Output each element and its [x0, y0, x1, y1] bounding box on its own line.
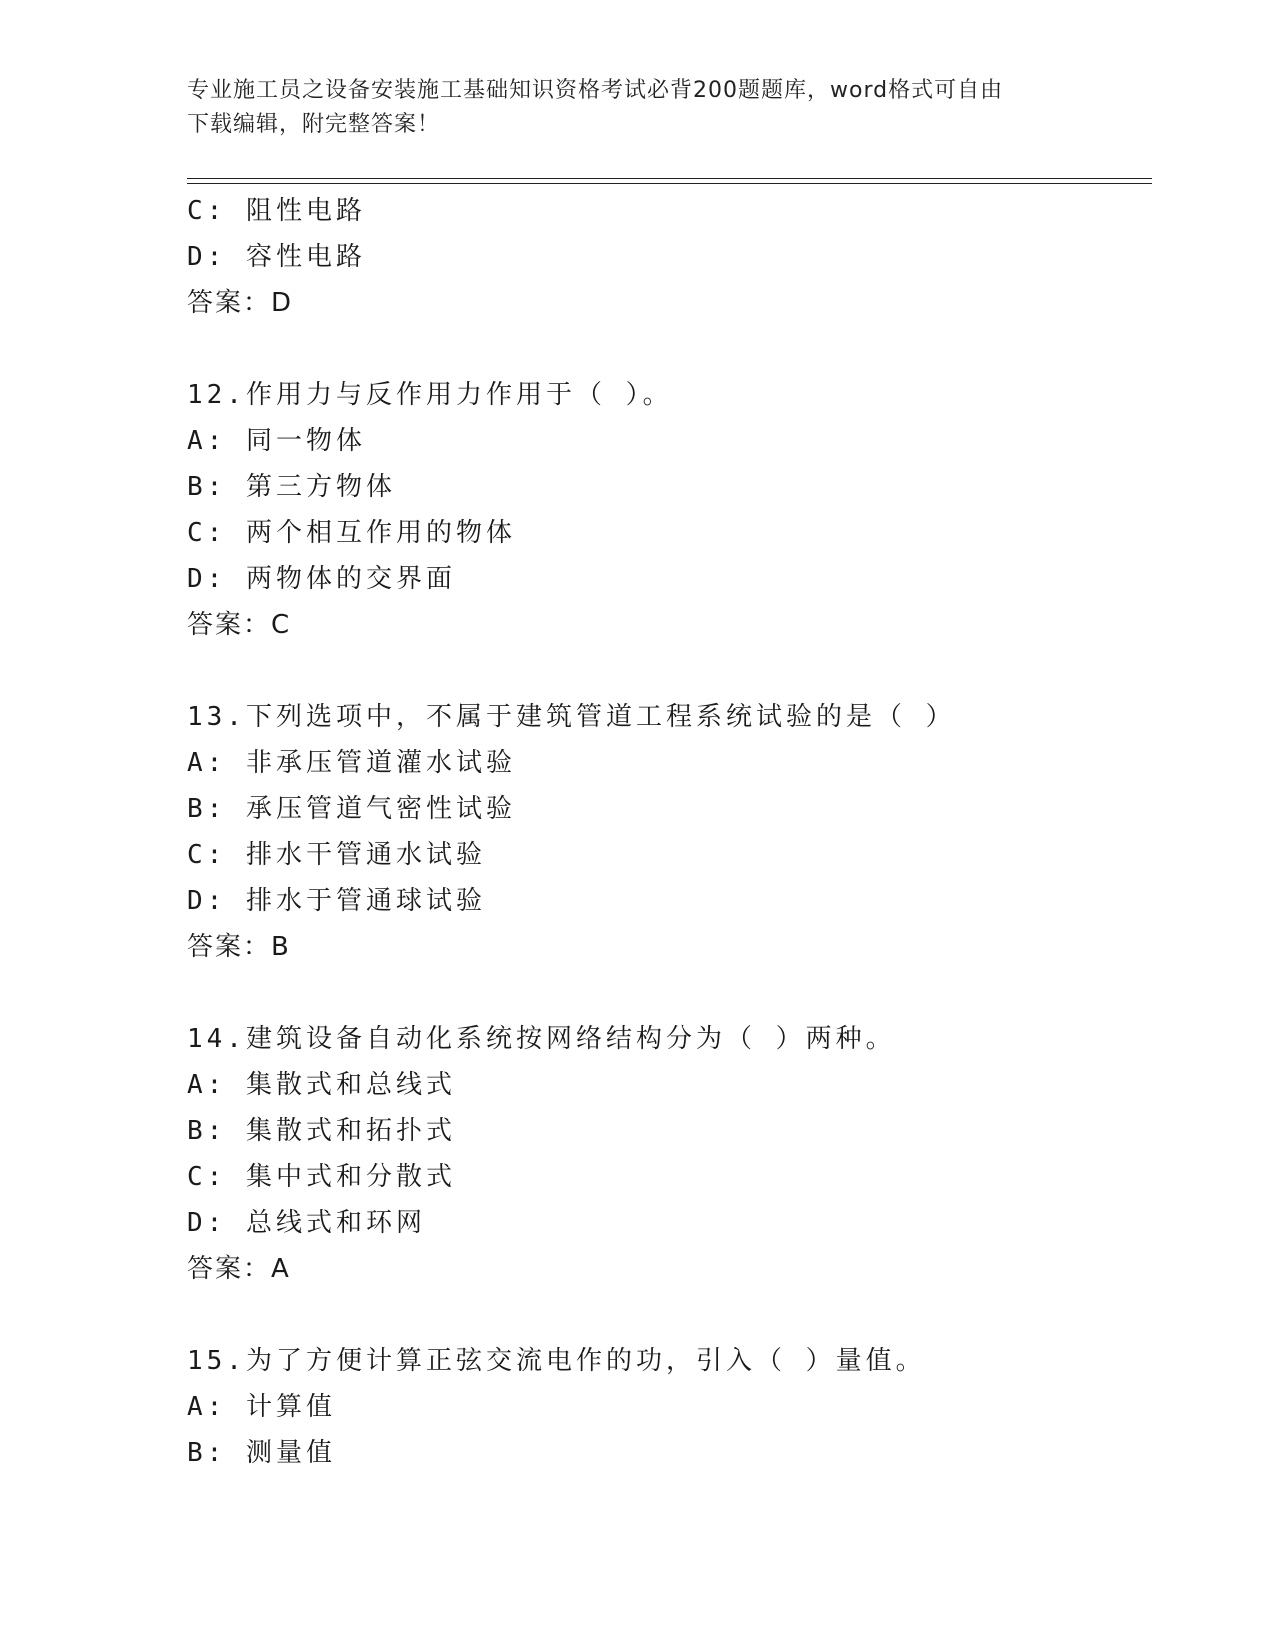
question-12	[187, 372, 1147, 648]
option-d: D: 容性电路	[187, 242, 366, 272]
spacer	[187, 648, 1147, 694]
header-line-1: 专业施工员之设备安装施工基础知识资格考试必背200题题库，word格式可自由	[187, 78, 1004, 103]
option-c: C: 集中式和分散式	[187, 1162, 456, 1192]
option-d: D: 排水于管通球试验	[187, 886, 486, 916]
answer: 答案：B	[187, 932, 291, 962]
option-b: B: 集散式和拓扑式	[187, 1116, 456, 1146]
question-list	[187, 188, 1147, 1476]
option-b: B: 第三方物体	[187, 472, 396, 502]
spacer	[187, 970, 1147, 1016]
header-divider-top	[187, 178, 1152, 179]
answer: 答案：C	[187, 610, 292, 640]
spacer	[187, 326, 1147, 372]
answer: 答案：D	[187, 288, 294, 318]
option-d: D: 两物体的交界面	[187, 564, 456, 594]
header-line-2: 下载编辑，附完整答案！	[187, 112, 441, 137]
question-stem: 12.作用力与反作用力作用于（ ）。	[187, 380, 673, 410]
option-b: B: 测量值	[187, 1438, 336, 1468]
option-d: D: 总线式和环网	[187, 1208, 426, 1238]
question-14	[187, 1016, 1147, 1292]
spacer	[187, 1292, 1147, 1338]
question-stem: 13.下列选项中，不属于建筑管道工程系统试验的是（ ）	[187, 702, 956, 732]
option-b: B: 承压管道气密性试验	[187, 794, 516, 824]
answer: 答案：A	[187, 1254, 291, 1284]
question-11-continued	[187, 188, 1147, 326]
header-divider-bottom	[187, 183, 1152, 184]
option-c: C: 排水干管通水试验	[187, 840, 486, 870]
option-a: A: 同一物体	[187, 426, 366, 456]
question-stem: 15.为了方便计算正弦交流电作的功，引入（ ）量值。	[187, 1346, 926, 1376]
option-a: A: 非承压管道灌水试验	[187, 748, 516, 778]
option-c: C: 阻性电路	[187, 196, 366, 226]
question-15	[187, 1338, 1147, 1476]
option-a: A: 集散式和总线式	[187, 1070, 456, 1100]
question-13	[187, 694, 1147, 970]
option-c: C: 两个相互作用的物体	[187, 518, 516, 548]
option-a: A: 计算值	[187, 1392, 336, 1422]
document-header	[187, 74, 1087, 142]
question-stem: 14.建筑设备自动化系统按网络结构分为（ ）两种。	[187, 1024, 896, 1054]
